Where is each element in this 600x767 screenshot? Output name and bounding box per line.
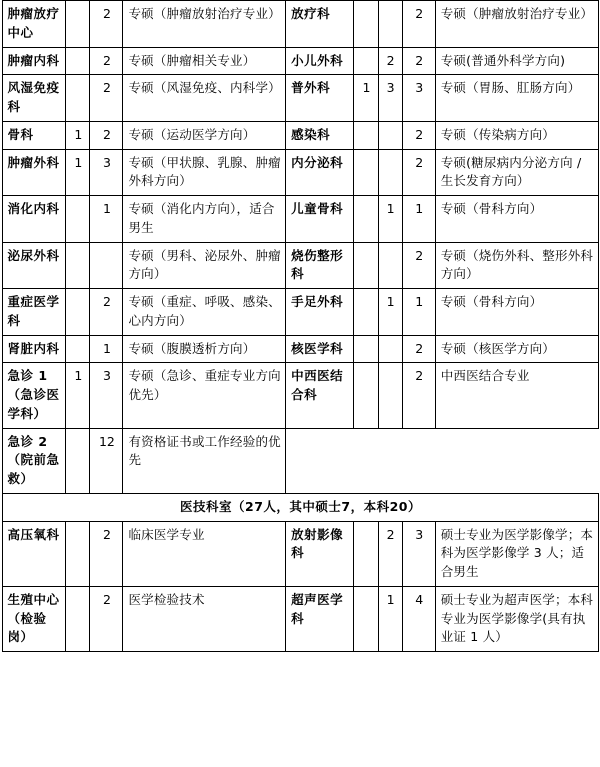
- requirement-left: 专硕（运动医学方向）: [123, 121, 286, 149]
- dept-right: 放射影像科: [286, 521, 354, 586]
- count-right-3: 2: [402, 242, 435, 289]
- count-left-2: 3: [90, 363, 123, 428]
- count-right-2: [378, 121, 402, 149]
- dept-left: 风湿免疫科: [2, 75, 66, 122]
- requirement-left: 有资格证书或工作经验的优先: [123, 428, 286, 493]
- dept-right: 中西医结合科: [286, 363, 354, 428]
- count-right-2: 1: [378, 196, 402, 243]
- dept-left: 急诊 2（院前急救）: [2, 428, 66, 493]
- count-right-1: [354, 335, 378, 363]
- count-left-1: [66, 75, 90, 122]
- requirement-left: 专硕（肿瘤相关专业）: [123, 47, 286, 75]
- count-left-1: [66, 242, 90, 289]
- recruitment-table: [2, 0, 599, 652]
- section-header-row: [2, 493, 598, 521]
- count-left-2: 1: [90, 196, 123, 243]
- count-right-1: [354, 47, 378, 75]
- count-right-1: [354, 196, 378, 243]
- requirement-left: 专硕（甲状腺、乳腺、肿瘤外科方向）: [123, 149, 286, 196]
- requirement-right: 专硕(普通外科学方向): [435, 47, 598, 75]
- section-header: 医技科室（27人，其中硕士7，本科20）: [2, 493, 598, 521]
- count-right-3: 2: [402, 149, 435, 196]
- count-right-3: 2: [402, 1, 435, 48]
- count-left-1: [66, 335, 90, 363]
- requirement-right: 专硕（胃肠、肛肠方向）: [435, 75, 598, 122]
- dept-left: 重症医学科: [2, 289, 66, 336]
- count-left-2: 1: [90, 335, 123, 363]
- requirement-right: 中西医结合专业: [435, 363, 598, 428]
- count-left-1: 1: [66, 363, 90, 428]
- requirement-left: 医学检验技术: [123, 586, 286, 651]
- count-right-1: [354, 289, 378, 336]
- requirement-right: 专硕(糖尿病内分泌方向 / 生长发育方向）: [435, 149, 598, 196]
- table-row: [2, 335, 598, 363]
- table-row: [2, 1, 598, 48]
- table-row: [2, 586, 598, 651]
- requirement-left: 专硕（重症、呼吸、感染、心内方向）: [123, 289, 286, 336]
- count-left-1: 1: [66, 149, 90, 196]
- dept-left: 消化内科: [2, 196, 66, 243]
- count-left-2: 3: [90, 149, 123, 196]
- table-row: [2, 75, 598, 122]
- dept-left: 骨科: [2, 121, 66, 149]
- count-left-2: 12: [90, 428, 123, 493]
- dept-right: 手足外科: [286, 289, 354, 336]
- count-right-2: 2: [378, 521, 402, 586]
- requirement-left: 专硕（风湿免疫、内科学）: [123, 75, 286, 122]
- count-left-1: [66, 289, 90, 336]
- dept-left: 肿瘤内科: [2, 47, 66, 75]
- count-left-2: [90, 242, 123, 289]
- count-right-2: 1: [378, 289, 402, 336]
- table-row: [2, 521, 598, 586]
- count-left-1: [66, 196, 90, 243]
- count-left-2: 2: [90, 47, 123, 75]
- dept-left: 肾脏内科: [2, 335, 66, 363]
- count-right-2: [378, 242, 402, 289]
- requirement-right: 硕士专业为超声医学；本科专业为医学影像学(具有执业证 1 人）: [435, 586, 598, 651]
- count-right-3: 2: [402, 121, 435, 149]
- dept-left: 肿瘤放疗中心: [2, 1, 66, 48]
- count-right-2: [378, 1, 402, 48]
- count-right-3: 2: [402, 335, 435, 363]
- count-right-2: [378, 149, 402, 196]
- dept-left: 急诊 1（急诊医学科）: [2, 363, 66, 428]
- table-row: [2, 196, 598, 243]
- dept-right: 超声医学科: [286, 586, 354, 651]
- count-right-2: [378, 335, 402, 363]
- requirement-left: 专硕（腹膜透析方向）: [123, 335, 286, 363]
- count-right-1: [354, 242, 378, 289]
- requirement-right: 硕士专业为医学影像学；本科为医学影像学 3 人；适合男生: [435, 521, 598, 586]
- count-left-1: 1: [66, 121, 90, 149]
- count-right-1: [354, 149, 378, 196]
- count-left-2: 2: [90, 289, 123, 336]
- count-right-3: 1: [402, 289, 435, 336]
- count-right-2: 1: [378, 586, 402, 651]
- count-left-2: 2: [90, 1, 123, 48]
- count-right-3: 3: [402, 75, 435, 122]
- requirement-right: 专硕（传染病方向）: [435, 121, 598, 149]
- count-right-1: [354, 586, 378, 651]
- dept-right: 普外科: [286, 75, 354, 122]
- count-right-1: 1: [354, 75, 378, 122]
- dept-right: 内分泌科: [286, 149, 354, 196]
- count-right-1: [354, 1, 378, 48]
- count-left-2: 2: [90, 121, 123, 149]
- requirement-right: 专硕（烧伤外科、整形外科方向）: [435, 242, 598, 289]
- table-row: [2, 363, 598, 428]
- table-row: [2, 47, 598, 75]
- table-row: [2, 242, 598, 289]
- count-left-1: [66, 47, 90, 75]
- empty-cell: [286, 428, 598, 493]
- requirement-left: 专硕（男科、泌尿外、肿瘤方向）: [123, 242, 286, 289]
- table-row: [2, 289, 598, 336]
- requirement-right: 专硕（骨科方向）: [435, 289, 598, 336]
- count-right-2: [378, 363, 402, 428]
- dept-right: 烧伤整形科: [286, 242, 354, 289]
- count-right-3: 2: [402, 363, 435, 428]
- table-row: [2, 149, 598, 196]
- requirement-right: 专硕（核医学方向）: [435, 335, 598, 363]
- dept-right: 小儿外科: [286, 47, 354, 75]
- count-right-3: 1: [402, 196, 435, 243]
- dept-right: 核医学科: [286, 335, 354, 363]
- count-left-1: [66, 428, 90, 493]
- requirement-left: 临床医学专业: [123, 521, 286, 586]
- count-right-3: 4: [402, 586, 435, 651]
- count-left-2: 2: [90, 586, 123, 651]
- dept-left: 肿瘤外科: [2, 149, 66, 196]
- dept-right: 儿童骨科: [286, 196, 354, 243]
- count-right-1: [354, 521, 378, 586]
- table-row: [2, 428, 598, 493]
- requirement-left: 专硕（消化内方向），适合男生: [123, 196, 286, 243]
- dept-left: 泌尿外科: [2, 242, 66, 289]
- requirement-right: 专硕（肿瘤放射治疗专业）: [435, 1, 598, 48]
- requirement-left: 专硕（肿瘤放射治疗专业）: [123, 1, 286, 48]
- requirement-left: 专硕（急诊、重症专业方向优先）: [123, 363, 286, 428]
- count-left-2: 2: [90, 521, 123, 586]
- count-right-1: [354, 121, 378, 149]
- count-left-2: 2: [90, 75, 123, 122]
- dept-left: 高压氧科: [2, 521, 66, 586]
- requirement-right: 专硕（骨科方向）: [435, 196, 598, 243]
- count-left-1: [66, 521, 90, 586]
- count-right-2: 2: [378, 47, 402, 75]
- count-right-3: 2: [402, 47, 435, 75]
- count-right-1: [354, 363, 378, 428]
- dept-right: 感染科: [286, 121, 354, 149]
- count-left-1: [66, 586, 90, 651]
- table-row: [2, 121, 598, 149]
- count-right-3: 3: [402, 521, 435, 586]
- dept-right: 放疗科: [286, 1, 354, 48]
- dept-left: 生殖中心（检验岗）: [2, 586, 66, 651]
- count-left-1: [66, 1, 90, 48]
- count-right-2: 3: [378, 75, 402, 122]
